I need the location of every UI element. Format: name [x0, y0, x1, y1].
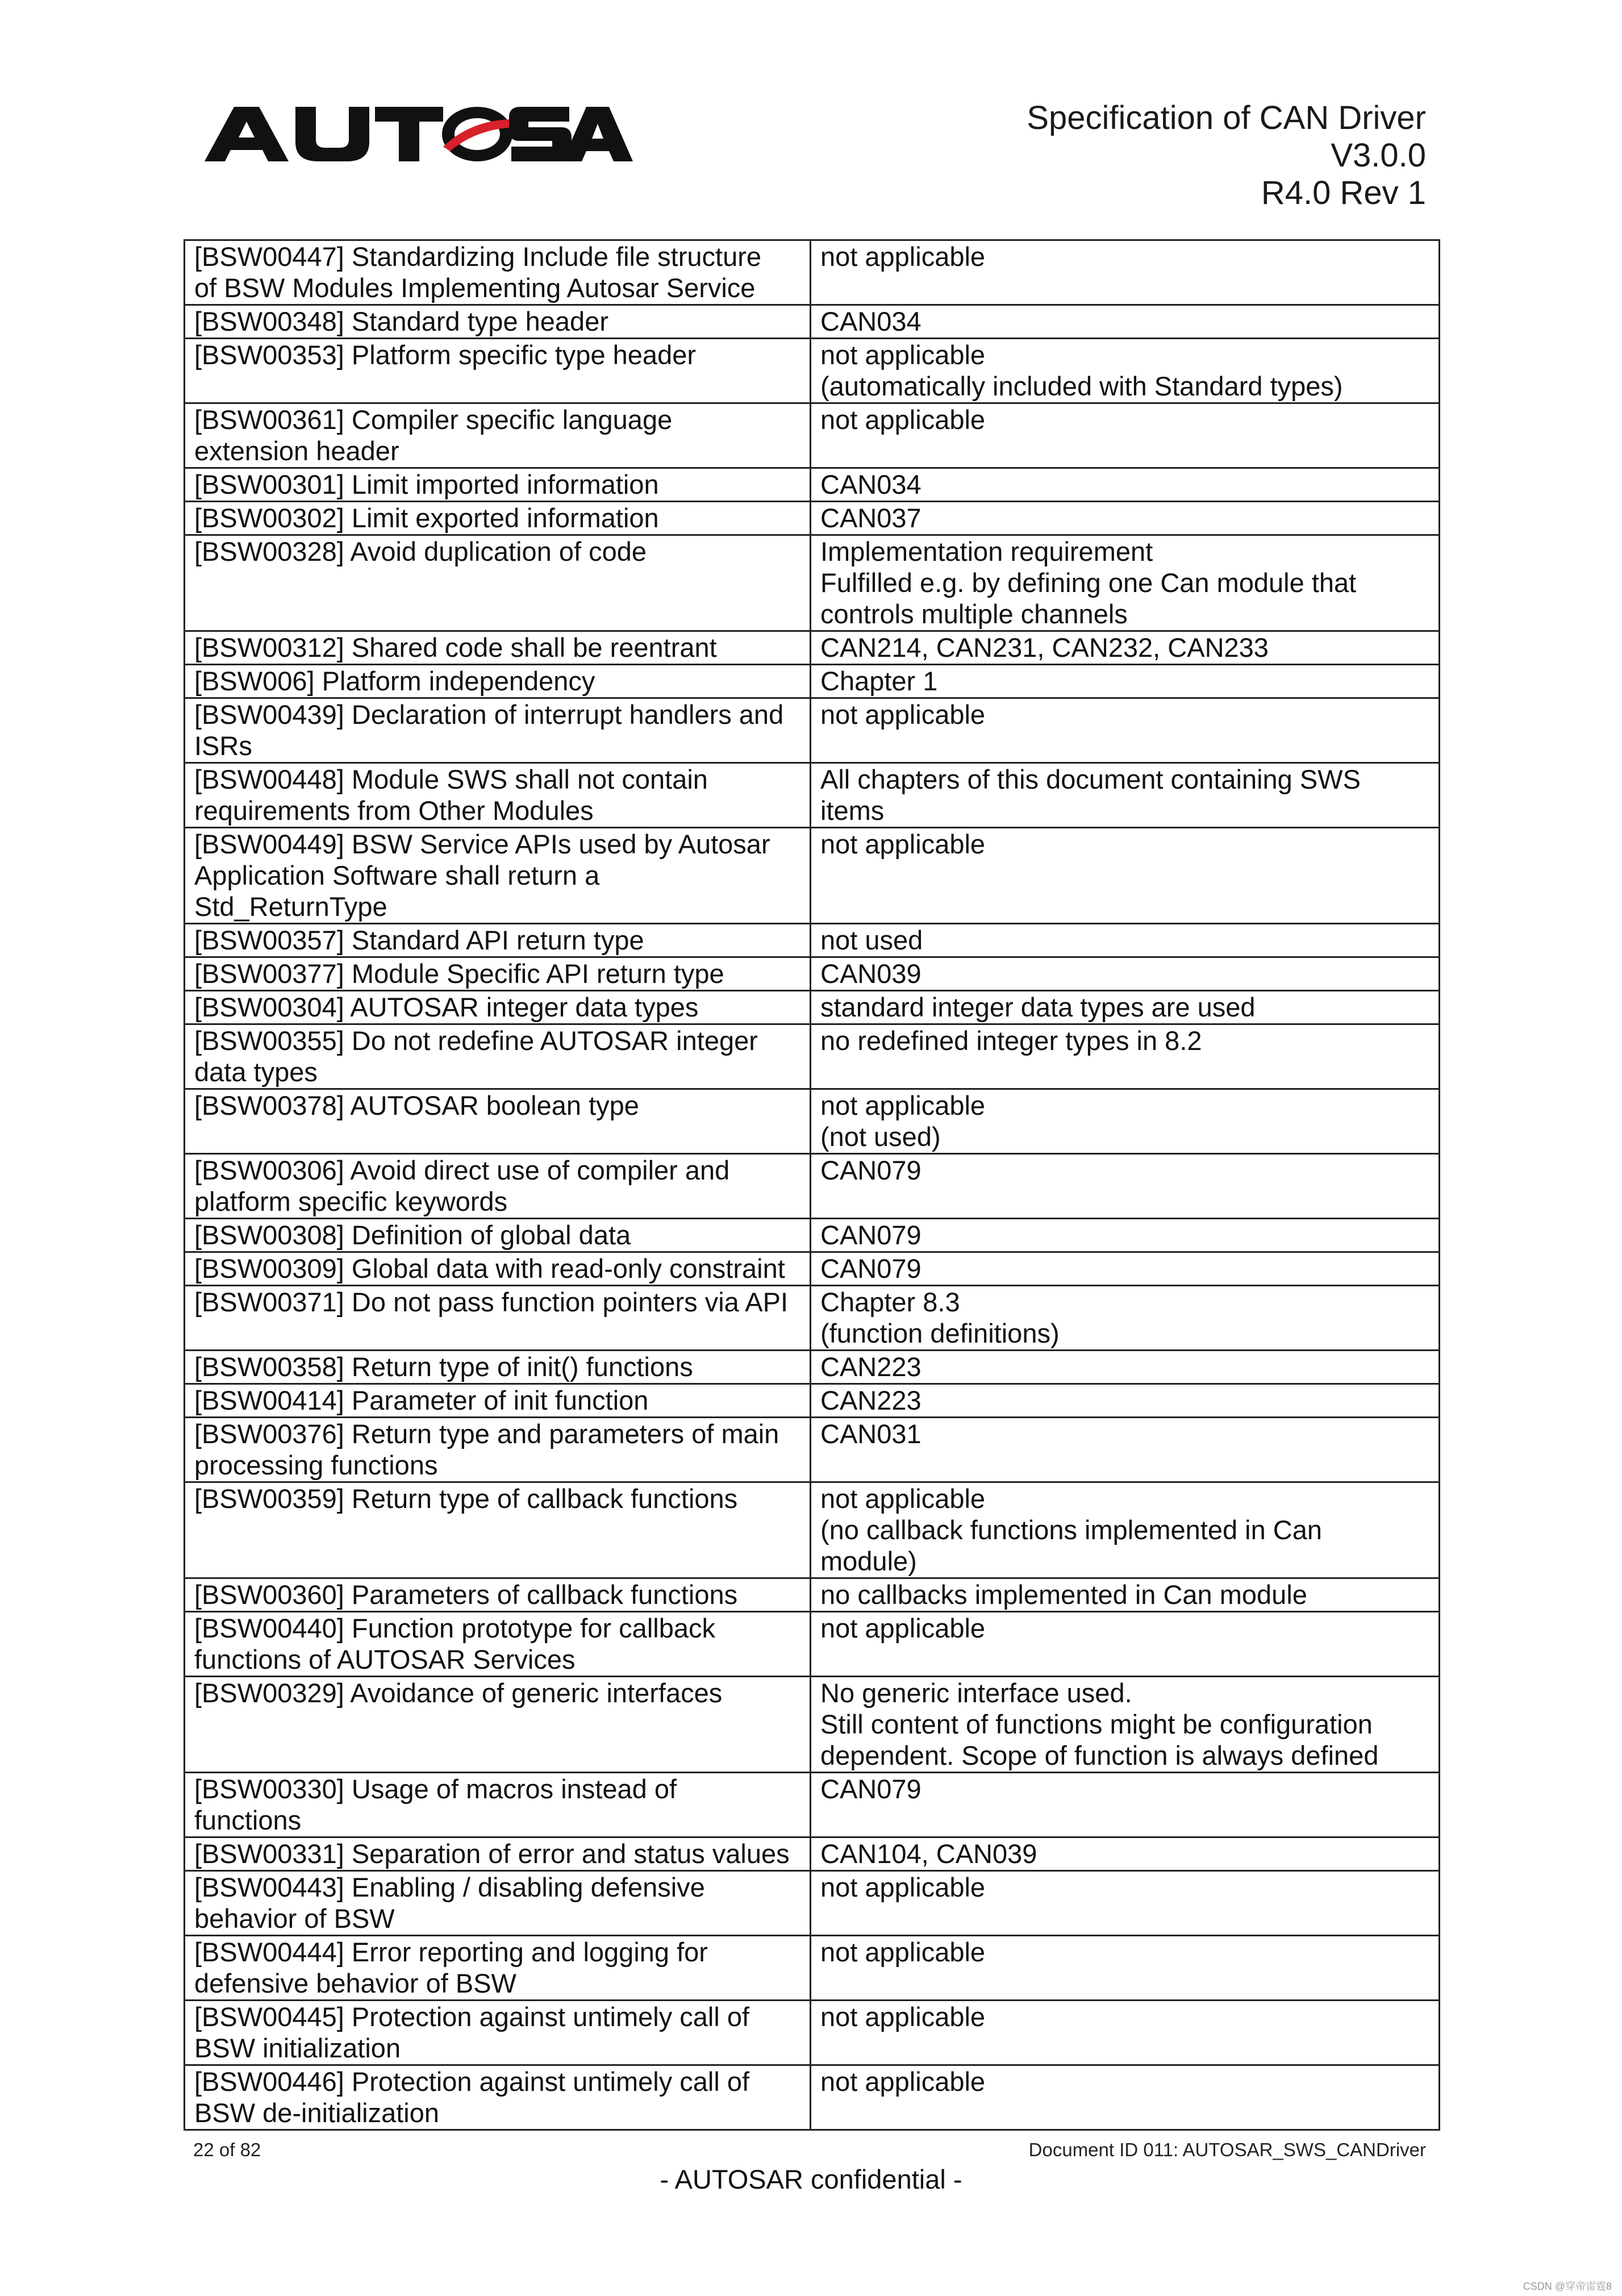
satisfied-by-cell — [811, 403, 1440, 468]
satisfied-by-cell — [811, 924, 1440, 957]
satisfied-by-cell-line: dependent. Scope of function is always defined — [820, 1740, 1379, 1770]
table-row — [185, 535, 1440, 631]
requirement-cell-line: [BSW00348] Standard type header — [194, 306, 608, 336]
requirement-cell-line: extension header — [194, 436, 399, 466]
requirement-cell — [185, 631, 811, 665]
requirement-cell-line: behavior of BSW — [194, 1903, 395, 1934]
requirement-cell-line: BSW initialization — [194, 2033, 401, 2063]
requirement-cell — [185, 240, 811, 305]
satisfied-by-cell — [811, 535, 1440, 631]
satisfied-by-cell-line: standard integer data types are used — [820, 992, 1256, 1022]
table-row — [185, 924, 1440, 957]
requirement-cell — [185, 665, 811, 698]
satisfied-by-cell-line: no callbacks implemented in Can module — [820, 1580, 1307, 1610]
satisfied-by-cell-line: No generic interface used. — [820, 1678, 1132, 1708]
satisfied-by-cell-line: CAN079 — [820, 1774, 922, 1804]
requirement-cell — [185, 502, 811, 535]
table-row — [185, 1612, 1440, 1677]
table-row — [185, 763, 1440, 828]
table-row — [185, 1219, 1440, 1252]
requirement-cell — [185, 1578, 811, 1612]
satisfied-by-cell-line: CAN034 — [820, 469, 922, 499]
satisfied-by-cell-line: CAN079 — [820, 1253, 922, 1284]
satisfied-by-cell-line: (automatically included with Standard types) — [820, 371, 1343, 401]
satisfied-by-cell — [811, 1219, 1440, 1252]
satisfied-by-cell — [811, 1286, 1440, 1351]
table-row — [185, 468, 1440, 502]
satisfied-by-cell — [811, 1482, 1440, 1578]
table-row — [185, 991, 1440, 1024]
requirement-cell — [185, 339, 811, 403]
satisfied-by-cell — [811, 240, 1440, 305]
requirement-cell-line: [BSW00304] AUTOSAR integer data types — [194, 992, 699, 1022]
satisfied-by-cell-line: Chapter 1 — [820, 666, 938, 696]
satisfied-by-cell-line: not applicable — [820, 1613, 986, 1643]
table-row — [185, 1351, 1440, 1384]
table-row — [185, 1286, 1440, 1351]
satisfied-by-cell-line: CAN034 — [820, 306, 922, 336]
requirement-cell-line: [BSW00446] Protection against untimely call of — [194, 2066, 750, 2097]
satisfied-by-cell-line: CAN104, CAN039 — [820, 1839, 1037, 1869]
requirement-cell-line: data types — [194, 1057, 318, 1087]
satisfied-by-cell-line: CAN079 — [820, 1155, 922, 1185]
requirement-cell-line: processing functions — [194, 1450, 438, 1480]
table-row — [185, 1384, 1440, 1418]
satisfied-by-cell — [811, 957, 1440, 991]
requirement-cell — [185, 924, 811, 957]
requirement-cell-line: [BSW00357] Standard API return type — [194, 925, 644, 955]
requirement-cell-line: functions of AUTOSAR Services — [194, 1644, 576, 1674]
satisfied-by-cell-line: not applicable — [820, 1937, 986, 1967]
requirement-cell-line: [BSW00444] Error reporting and logging for — [194, 1937, 708, 1967]
table-row — [185, 957, 1440, 991]
satisfied-by-cell-line: not applicable — [820, 699, 986, 730]
satisfied-by-cell — [811, 502, 1440, 535]
requirement-cell-line: [BSW00371] Do not pass function pointers via API — [194, 1287, 789, 1317]
satisfied-by-cell-line: CAN079 — [820, 1220, 922, 1250]
requirement-cell — [185, 763, 811, 828]
satisfied-by-cell-line: Fulfilled e.g. by defining one Can module that — [820, 568, 1357, 598]
table-row — [185, 1871, 1440, 1936]
satisfied-by-cell-line: (no callback functions implemented in Can — [820, 1515, 1323, 1545]
satisfied-by-cell — [811, 1837, 1440, 1871]
requirement-cell-line: [BSW00414] Parameter of init function — [194, 1385, 649, 1415]
satisfied-by-cell-line: CAN037 — [820, 503, 922, 533]
requirement-cell-line: [BSW00309] Global data with read-only constraint — [194, 1253, 785, 1284]
table-row — [185, 403, 1440, 468]
satisfied-by-cell-line: not applicable — [820, 241, 986, 272]
satisfied-by-cell-line: CAN223 — [820, 1352, 922, 1382]
requirement-cell — [185, 468, 811, 502]
satisfied-by-cell — [811, 1871, 1440, 1936]
requirement-cell — [185, 1154, 811, 1219]
table-row — [185, 1677, 1440, 1773]
satisfied-by-cell — [811, 339, 1440, 403]
table-row — [185, 305, 1440, 339]
requirement-cell-line: [BSW00355] Do not redefine AUTOSAR integer — [194, 1026, 758, 1056]
requirement-cell — [185, 1418, 811, 1482]
satisfied-by-cell — [811, 1578, 1440, 1612]
satisfied-by-cell-line: (not used) — [820, 1122, 941, 1152]
satisfied-by-cell — [811, 631, 1440, 665]
requirement-cell — [185, 535, 811, 631]
satisfied-by-cell-line: CAN214, CAN231, CAN232, CAN233 — [820, 632, 1269, 662]
requirement-cell-line: [BSW00447] Standardizing Include file structure — [194, 241, 761, 272]
requirement-cell — [185, 2065, 811, 2130]
requirement-cell-line: [BSW00306] Avoid direct use of compiler and — [194, 1155, 730, 1185]
requirement-cell — [185, 1612, 811, 1677]
requirement-cell — [185, 403, 811, 468]
requirement-cell — [185, 957, 811, 991]
satisfied-by-cell — [811, 1089, 1440, 1154]
document-id: Document ID 011: AUTOSAR_SWS_CANDriver — [1028, 2139, 1426, 2160]
requirement-cell — [185, 828, 811, 924]
satisfied-by-cell — [811, 665, 1440, 698]
requirement-cell-line: [BSW00330] Usage of macros instead of — [194, 1774, 677, 1804]
requirement-cell-line: functions — [194, 1805, 302, 1835]
requirement-cell-line: [BSW00359] Return type of callback functions — [194, 1484, 738, 1514]
satisfied-by-cell-line: (function definitions) — [820, 1318, 1060, 1348]
document-title — [1027, 99, 1426, 212]
requirement-cell — [185, 2001, 811, 2065]
requirement-cell-line: requirements from Other Modules — [194, 795, 594, 826]
requirement-cell — [185, 1482, 811, 1578]
requirement-cell-line: defensive behavior of BSW — [194, 1968, 516, 1998]
requirement-cell-line: [BSW006] Platform independency — [194, 666, 595, 696]
satisfied-by-cell-line: not applicable — [820, 829, 986, 859]
requirement-cell — [185, 1936, 811, 2001]
confidential-notice: - AUTOSAR confidential - — [660, 2164, 962, 2194]
table-row — [185, 1578, 1440, 1612]
requirements-table — [184, 239, 1440, 2131]
table-row — [185, 665, 1440, 698]
requirement-cell-line: [BSW00449] BSW Service APIs used by Autosar — [194, 829, 770, 859]
satisfied-by-cell-line: not applicable — [820, 1090, 986, 1120]
table-row — [185, 2001, 1440, 2065]
satisfied-by-cell-line: items — [820, 795, 885, 826]
requirement-cell — [185, 1677, 811, 1773]
requirement-cell-line: [BSW00377] Module Specific API return type — [194, 959, 724, 989]
satisfied-by-cell — [811, 698, 1440, 763]
requirement-cell-line: [BSW00331] Separation of error and status values — [194, 1839, 790, 1869]
table-row — [185, 1773, 1440, 1837]
requirement-cell-line: [BSW00443] Enabling / disabling defensive — [194, 1872, 705, 1902]
satisfied-by-cell — [811, 1351, 1440, 1384]
table-row — [185, 1154, 1440, 1219]
requirement-cell-line: [BSW00328] Avoid duplication of code — [194, 536, 647, 566]
requirement-cell — [185, 1286, 811, 1351]
requirements-table-body — [185, 240, 1440, 2130]
satisfied-by-cell — [811, 1384, 1440, 1418]
table-row — [185, 1089, 1440, 1154]
satisfied-by-cell-line: not applicable — [820, 405, 986, 435]
table-row — [185, 502, 1440, 535]
requirement-cell — [185, 1024, 811, 1089]
satisfied-by-cell — [811, 2001, 1440, 2065]
watermark: CSDN @穿帝雷霆8 — [1523, 2281, 1612, 2292]
satisfied-by-cell-line: not applicable — [820, 2066, 986, 2097]
requirement-cell-line: [BSW00378] AUTOSAR boolean type — [194, 1090, 639, 1120]
requirement-cell — [185, 1219, 811, 1252]
requirement-cell — [185, 991, 811, 1024]
requirement-cell — [185, 1773, 811, 1837]
satisfied-by-cell — [811, 2065, 1440, 2130]
table-row — [185, 1418, 1440, 1482]
table-row — [185, 2065, 1440, 2130]
requirement-cell-line: [BSW00376] Return type and parameters of main — [194, 1419, 779, 1449]
requirement-cell-line: Std_ReturnType — [194, 891, 387, 922]
requirement-cell-line: [BSW00353] Platform specific type header — [194, 340, 696, 370]
satisfied-by-cell — [811, 1252, 1440, 1286]
satisfied-by-cell-line: not applicable — [820, 1872, 986, 1902]
table-row — [185, 1024, 1440, 1089]
requirement-cell-line: [BSW00448] Module SWS shall not contain — [194, 764, 708, 794]
satisfied-by-cell-line: Still content of functions might be configuration — [820, 1709, 1373, 1739]
requirement-cell-line: [BSW00301] Limit imported information — [194, 469, 659, 499]
requirement-cell — [185, 1871, 811, 1936]
satisfied-by-cell — [811, 1612, 1440, 1677]
requirement-cell-line: [BSW00360] Parameters of callback functions — [194, 1580, 738, 1610]
satisfied-by-cell-line: CAN223 — [820, 1385, 922, 1415]
satisfied-by-cell-line: not applicable — [820, 2002, 986, 2032]
satisfied-by-cell — [811, 1418, 1440, 1482]
requirement-cell — [185, 1837, 811, 1871]
page-number: 22 of 82 — [193, 2139, 261, 2160]
satisfied-by-cell-line: not applicable — [820, 1484, 986, 1514]
title-version: V3.0.0 — [1331, 137, 1426, 174]
satisfied-by-cell-line: module) — [820, 1546, 917, 1576]
satisfied-by-cell — [811, 468, 1440, 502]
requirement-cell — [185, 305, 811, 339]
table-row — [185, 1837, 1440, 1871]
satisfied-by-cell — [811, 1677, 1440, 1773]
table-row — [185, 1252, 1440, 1286]
requirement-cell-line: Application Software shall return a — [194, 860, 600, 890]
satisfied-by-cell-line: CAN039 — [820, 959, 922, 989]
requirement-cell-line: [BSW00312] Shared code shall be reentrant — [194, 632, 717, 662]
requirement-cell-line: [BSW00358] Return type of init() functions — [194, 1352, 693, 1382]
table-row — [185, 1936, 1440, 2001]
table-row — [185, 339, 1440, 403]
requirement-cell — [185, 1089, 811, 1154]
requirement-cell-line: [BSW00302] Limit exported information — [194, 503, 659, 533]
table-row — [185, 1482, 1440, 1578]
satisfied-by-cell — [811, 1154, 1440, 1219]
requirement-cell-line: [BSW00329] Avoidance of generic interfaces — [194, 1678, 723, 1708]
requirement-cell-line: BSW de-initialization — [194, 2098, 440, 2128]
table-row — [185, 828, 1440, 924]
requirement-cell-line: [BSW00440] Function prototype for callback — [194, 1613, 715, 1643]
requirement-cell-line: platform specific keywords — [194, 1186, 508, 1216]
table-row — [185, 698, 1440, 763]
satisfied-by-cell-line: Chapter 8.3 — [820, 1287, 960, 1317]
satisfied-by-cell — [811, 1936, 1440, 2001]
satisfied-by-cell — [811, 305, 1440, 339]
autosar-logo-graphic — [205, 102, 642, 165]
satisfied-by-cell — [811, 991, 1440, 1024]
autosar-logo — [205, 102, 642, 165]
requirement-cell-line: ISRs — [194, 731, 252, 761]
table-row — [185, 240, 1440, 305]
satisfied-by-cell-line: no redefined integer types in 8.2 — [820, 1026, 1202, 1056]
requirement-cell-line: of BSW Modules Implementing Autosar Service — [194, 273, 756, 303]
satisfied-by-cell-line: controls multiple channels — [820, 599, 1128, 629]
satisfied-by-cell-line: All chapters of this document containing SWS — [820, 764, 1361, 794]
requirement-cell-line: [BSW00361] Compiler specific language — [194, 405, 673, 435]
requirement-cell — [185, 698, 811, 763]
requirement-cell-line: [BSW00308] Definition of global data — [194, 1220, 631, 1250]
title-line: Specification of CAN Driver — [1027, 99, 1426, 136]
table-row — [185, 631, 1440, 665]
requirement-cell — [185, 1384, 811, 1418]
requirement-cell — [185, 1351, 811, 1384]
satisfied-by-cell — [811, 1024, 1440, 1089]
satisfied-by-cell-line: CAN031 — [820, 1419, 922, 1449]
satisfied-by-cell-line: not used — [820, 925, 923, 955]
requirement-cell-line: [BSW00439] Declaration of interrupt handlers and — [194, 699, 784, 730]
satisfied-by-cell-line: Implementation requirement — [820, 536, 1153, 566]
satisfied-by-cell — [811, 828, 1440, 924]
requirement-cell — [185, 1252, 811, 1286]
satisfied-by-cell — [811, 1773, 1440, 1837]
title-release: R4.0 Rev 1 — [1261, 174, 1426, 211]
requirement-cell-line: [BSW00445] Protection against untimely call of — [194, 2002, 750, 2032]
satisfied-by-cell-line: not applicable — [820, 340, 986, 370]
satisfied-by-cell — [811, 763, 1440, 828]
